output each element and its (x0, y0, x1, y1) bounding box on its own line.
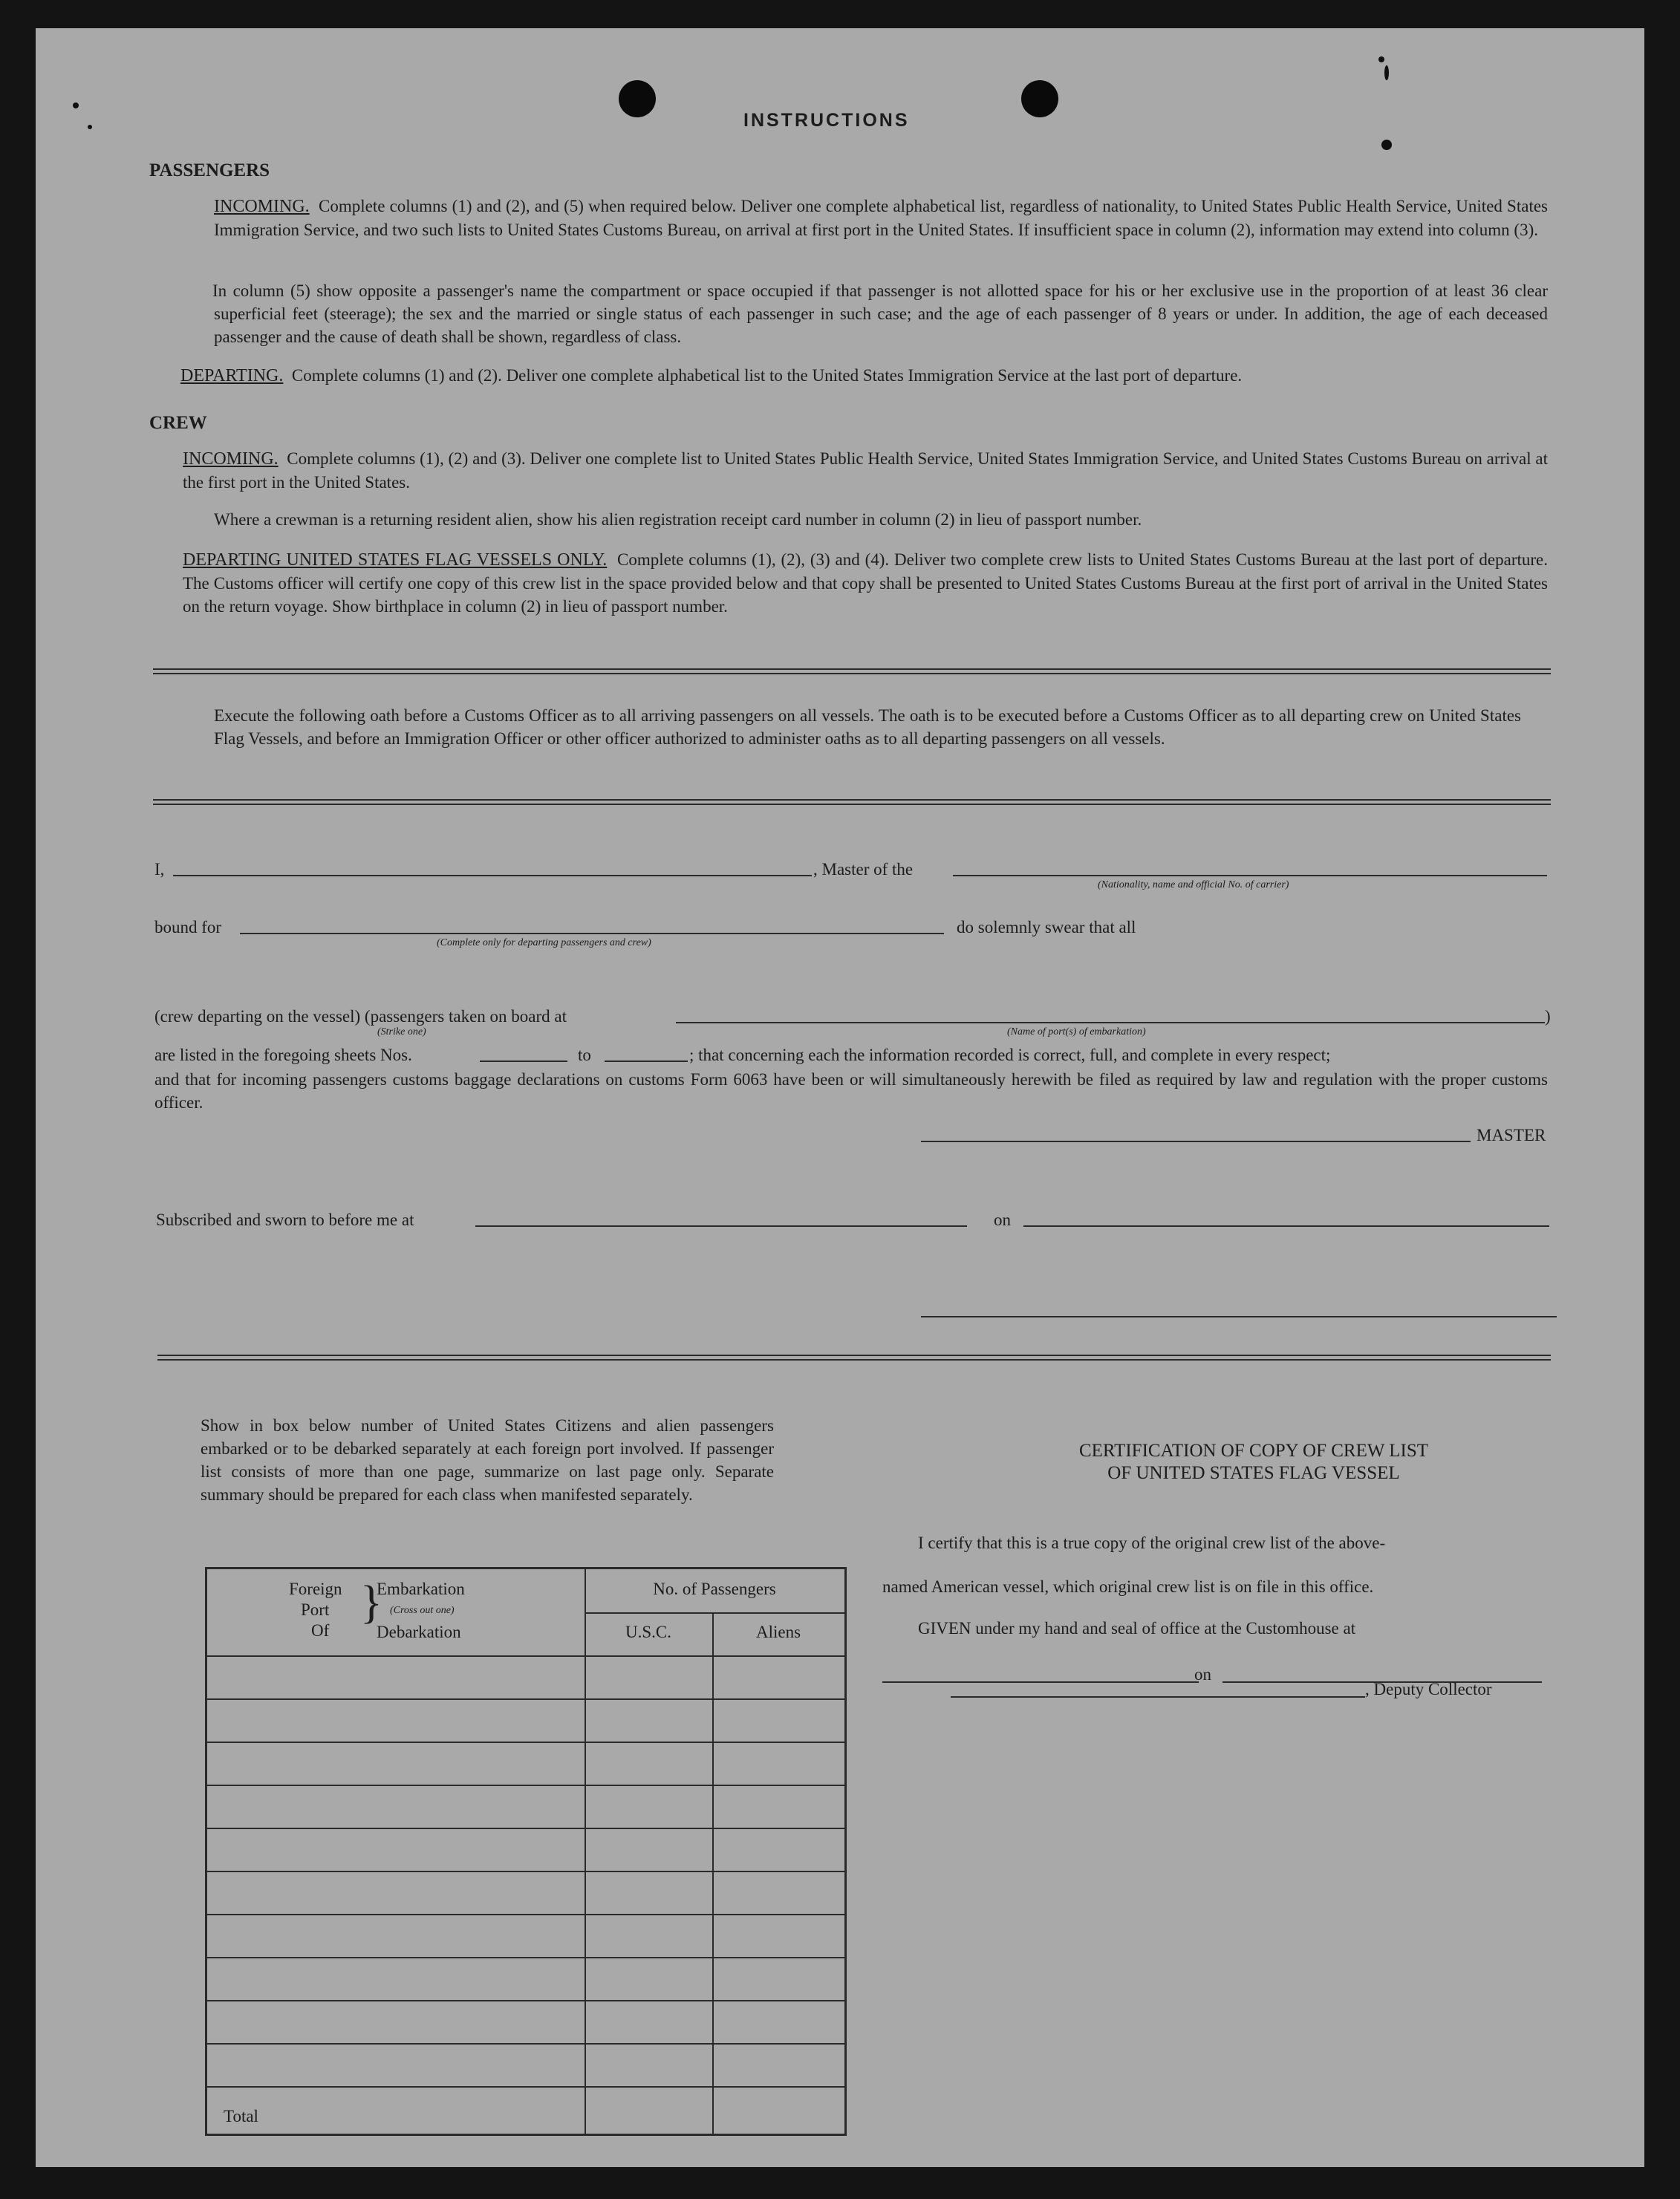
punch-hole-left (619, 80, 656, 117)
sheet-from-field[interactable] (480, 1061, 567, 1062)
close-paren: ) (1545, 1007, 1551, 1026)
oath-intro: Execute the following oath before a Customs Officer as to all arriving passengers on all vessels. The oath is to be executed before a Customs Officer as to all departing crew on United States Flag Vessels, and before an Immigration Officer or other officer authorized to administer oaths as to all departing passengers on all vessels. (214, 706, 1521, 748)
table-row-line (207, 1871, 844, 1872)
passengers-departing-paragraph (180, 364, 1548, 388)
crew-resident-paragraph: Where a crewman is a returning resident alien, show his alien registration receipt card number in column (2) in lieu of passport number. (214, 510, 1142, 529)
crew-incoming-label: INCOMING. (183, 449, 279, 469)
section-divider (153, 799, 1551, 805)
sheets-to-label: to (578, 1046, 591, 1064)
table-row-line (207, 2000, 844, 2001)
table-row-line (207, 2043, 844, 2045)
bound-for-field[interactable] (240, 933, 944, 934)
crew-departing-text: Complete columns (1), (2), (3) and (4). Deliver two complete crew lists to United States Customs Bureau at the last port of departure. The Customs officer will certify one copy of this crew list in the space provided below and that copy shall be presented to United States Customs Bureau at the first port of arrival in the United States on the return voyage. Show birthplace in column (2) in lieu of passport number. (183, 550, 1549, 616)
cross-out-caption: (Cross out one) (390, 1605, 455, 1616)
sworn-place-field[interactable] (475, 1225, 967, 1227)
page-title: INSTRUCTIONS (743, 110, 910, 131)
cert-on-label: on (1194, 1665, 1211, 1684)
ink-speck (73, 102, 79, 108)
table-row-line (207, 1957, 844, 1958)
crew-departing-label: DEPARTING UNITED STATES FLAG VESSELS ONLY. (183, 550, 608, 570)
brace-icon: } (360, 1577, 382, 1628)
embarkation-ports-field[interactable] (676, 1022, 1545, 1023)
table-divider (585, 1569, 586, 2134)
certification-title-1: CERTIFICATION OF COPY OF CREW LIST (1078, 1441, 1429, 1461)
certification-title-2: OF UNITED STATES FLAG VESSEL (1107, 1463, 1400, 1483)
carrier-field[interactable] (953, 875, 1547, 876)
table-row-line (207, 1698, 844, 1700)
passengers-incoming-paragraph (214, 195, 1548, 241)
oath-i-label: I, (154, 860, 165, 879)
given-line: GIVEN under my hand and seal of office at the Customhouse at (918, 1619, 1356, 1638)
subscribed-label: Subscribed and sworn to before me at (156, 1211, 414, 1229)
sworn-date-field[interactable] (1023, 1225, 1549, 1227)
ink-speck (1378, 56, 1384, 62)
bound-for-label: bound for (154, 918, 222, 936)
nationality-caption: (Nationality, name and official No. of carrier) (1098, 879, 1289, 890)
crew-incoming-paragraph (183, 447, 1548, 494)
passengers-departing-text: Complete columns (1) and (2). Deliver one complete alphabetical list to the United States Immigration Service at the last port of departure. (291, 366, 1243, 385)
of-label: Of (311, 1621, 330, 1640)
sheets-text-continued: and that for incoming passengers customs baggage declarations on customs Form 6063 have been or will simultaneously herewith be filed as required by law and regulation with the proper customs officer. (154, 1070, 1548, 1112)
table-divider (712, 1614, 714, 2134)
strike-one-caption: (Strike one) (377, 1026, 426, 1037)
master-signature-field[interactable] (921, 1141, 1471, 1142)
table-row-line (207, 2086, 844, 2088)
table-row-line (207, 1785, 844, 1786)
certify-line-2: named American vessel, which original crew list is on file in this office. (882, 1577, 1374, 1596)
crew-departing-label: (crew departing on the vessel) (passengers taken on board at (154, 1007, 567, 1026)
section-divider (153, 668, 1551, 674)
passengers-departing-label: DEPARTING. (180, 366, 284, 385)
port-label: Port (301, 1600, 330, 1619)
passengers-column5-paragraph: In column (5) show opposite a passenger's name the compartment or space occupied if that passenger is not allotted space for his or her exclusive use in the proportion of at least 36 clear superficial feet (steerage); the sex and the married or single status of each passenger in such case; and the age of each passenger of 8 years or under. In addition, the age of each deceased passenger and the cause of death shall be shown, regardless of class. (212, 281, 1548, 346)
punch-hole-right (1021, 80, 1058, 117)
total-label: Total (224, 2107, 258, 2125)
embarkation-label: Embarkation (377, 1580, 465, 1598)
sheet-to-field[interactable] (605, 1061, 688, 1062)
customhouse-field[interactable] (882, 1681, 1199, 1683)
table-row-line (207, 1828, 844, 1829)
crew-departing-paragraph (183, 548, 1548, 618)
ink-speck (1384, 65, 1389, 80)
table-row-line (207, 1914, 844, 1915)
crew-incoming-text: Complete columns (1), (2) and (3). Deliver one complete list to United States Public Health Service, United States Immigration Service, and United States Customs Bureau on arrival at the first port in the United States. (183, 449, 1549, 492)
passenger-summary-table (205, 1567, 847, 2136)
officer-signature-field[interactable] (921, 1316, 1557, 1317)
summary-instructions: Show in box below number of United States Citizens and alien passengers embarked or to be debarked separately at each foreign port involved. If passenger list consists of more than one page, summarize on last page only. Separate summary should be prepared for each class when manifested separately. (201, 1416, 774, 1504)
section-divider (157, 1355, 1551, 1361)
no-passengers-header: No. of Passengers (653, 1580, 776, 1598)
ink-speck (1381, 140, 1392, 150)
passengers-incoming-label: INCOMING. (214, 197, 310, 216)
table-row-line (207, 1742, 844, 1743)
crew-heading: CREW (149, 413, 207, 433)
foreign-label: Foreign (289, 1580, 342, 1598)
master-of-label: , Master of the (813, 860, 914, 879)
deputy-signature-field[interactable] (951, 1696, 1365, 1698)
master-label: MASTER (1476, 1126, 1546, 1144)
sheets-text: ; that concerning each the information recorded is correct, full, and complete in every respect; (689, 1046, 1331, 1064)
certify-line-1: I certify that this is a true copy of the original crew list of the above- (918, 1534, 1386, 1552)
table-row-line (207, 1655, 844, 1657)
deputy-collector-label: , Deputy Collector (1365, 1680, 1492, 1698)
document-sheet (36, 28, 1644, 2167)
swear-label: do solemnly swear that all (957, 918, 1136, 936)
passengers-incoming-text: Complete columns (1) and (2), and (5) when required below. Deliver one complete alphabetical list, regardless of nationality, to United States Public Health Service, United States Immigration Service, and two such lists to United States Customs Bureau, on arrival at first port in the United States. If insufficient space in column (2), information may extend into column (3). (214, 197, 1548, 239)
passengers-heading: PASSENGERS (149, 160, 270, 180)
complete-only-caption: (Complete only for departing passengers and crew) (437, 937, 651, 948)
ink-speck (88, 125, 92, 129)
sheets-label: are listed in the foregoing sheets Nos. (154, 1046, 412, 1064)
master-name-field[interactable] (173, 875, 812, 876)
name-of-ports-caption: (Name of port(s) of embarkation) (1007, 1026, 1146, 1037)
table-divider (585, 1612, 844, 1614)
usc-header: U.S.C. (625, 1623, 671, 1641)
debarkation-label: Debarkation (377, 1623, 461, 1641)
sworn-on-label: on (994, 1211, 1011, 1229)
aliens-header: Aliens (755, 1623, 801, 1641)
